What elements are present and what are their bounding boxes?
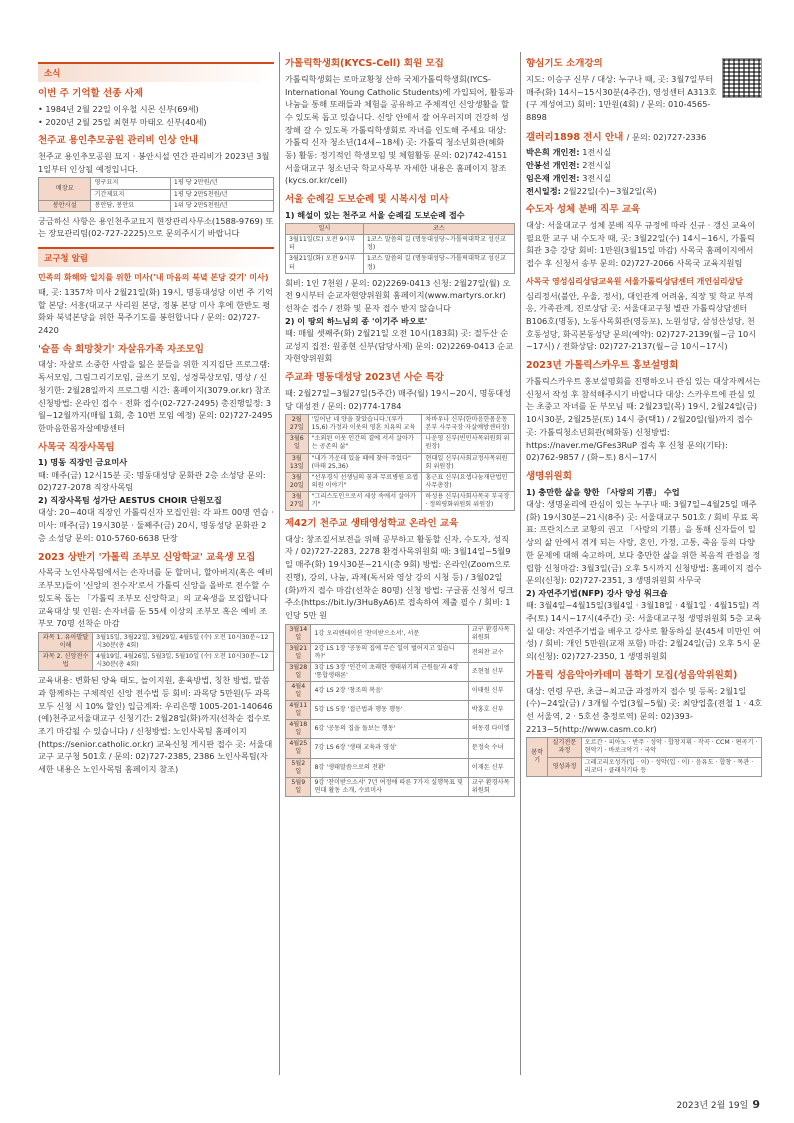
article-body: 때, 곳: 1357차 미사 2월21일(화) 19시, 명동대성당 이번 주 기억할 본당: 서흥(대교구 사리원 본당, 정봉 본당 미사 후에 한반도 평화와 북녘본당을 위한 묵주기도를 봉헌합니다 / 문의: 02)727-2420 — [38, 286, 273, 335]
article-suicide-bereaved — [38, 344, 274, 435]
article-subtitle: 2) 자연주기법(NFP) 강사 양성 워크숍 — [526, 587, 668, 598]
article-body: 교육내용: 변화된 양육 태도, 놀이지원, 훈육방법, 칭찬 방법, 말씀과 함께하는 구체적인 신앙 전수법 등 회비: 과목당 5만원(두 과목 모두 신청 시 10% 할인) 입금계좌: 우리은행 1005-201-140646 (예)천주교서울대교구 신청기간: 2월28일(화)까지(선착순 접수로 조기 마감될 수 있습니다) / 신청방법: 노인사목팀 홈페이지(https://senior.catholic.or.kr) 교육신청 게시판 접수 곳: 서울대교구 교구청 501호 / 문의: 02)727-2385, 2386 노인사목팀(자세한 내용은 노인사목팀 홈페이지 참조) — [38, 675, 273, 775]
article-counseling — [526, 277, 762, 353]
table-cell: "선우경식 선생님의 꿈과 무료병원 요셉의원 이야기" — [308, 472, 422, 491]
table-cell: 3월21일 — [286, 643, 311, 662]
article-title: 가톨릭학생회(KYCS-Cell) 회원 모집 — [285, 58, 444, 69]
article-title: 생명위원회 — [526, 470, 572, 482]
article-body: 대상: 연령 무관, 초급~최고급 과정까지 접수 및 등록: 2월1일(수)~24일(금) / 3개월 수업(3월~5월) 곳: 최양업홀(전철 1 · 4호선 서울역, 2 · 5호선 충정로역) 문의: 02)393-2213~5(http://www.casm.co.kr) — [526, 685, 762, 734]
table-cell: 매장묘 — [39, 178, 91, 200]
table-cell: 차바우나 신부(한마음한몸운동본부 사무국장·자살예방센터장) — [422, 415, 515, 434]
table-cell: "소외된 이웃 인간의 곁에 서서 살아가는 공존의 삶" — [308, 434, 422, 453]
lecture-table — [285, 414, 515, 511]
section-header-news: 소식 — [38, 62, 274, 82]
table-cell: 4월4일 — [286, 682, 311, 701]
table-cell: 1코스 말씀의 길 (명동대성당~가톨릭대학교 성신교정) — [363, 254, 514, 273]
article-subtitle: 1) 명동 직장인 금요미사 — [38, 457, 128, 468]
article-title: '슬픔 속 희망찾기' 자살유가족 자조모임 — [38, 343, 204, 355]
article-title: 가톨릭 성음악아카데미 봄학기 모집(성음악위원회) — [526, 669, 738, 681]
table-row — [286, 777, 515, 796]
fee-table — [38, 177, 274, 211]
article-title: 사목국 영성심리상담교육원 서울가톨릭상담센터 개인심리상담 — [526, 276, 744, 286]
page-number: 9 — [752, 1098, 760, 1111]
table-header: 일시 — [286, 224, 364, 235]
article-kycs — [285, 58, 515, 187]
table-row — [286, 720, 515, 739]
article-body: 때: 매주(금) 12시15분 곳: 명동대성당 문화관 2층 소성당 문의: 02)727-2078 직장사목팀 — [38, 469, 266, 493]
article-body: 가톨릭스카우트 홍보설명회를 진행하오니 관심 있는 대상자께서는 신청서 작성 후 참석해주시기 바랍니다 대상: 스카우트에 관심 있는 초중고 자녀를 둔 부모님 때: 2월23일(목) 19시, 2월24일(금) 10시30분, 2월25분(토) 14시 중(택1) / 2월20일(월)까지 접수 곳: 가톨릭청소년회관(혜화동) 신청방법: https://naver.me/GFes3RuP 접속 후 신청 문의(기타): 02)762-9857 / (화~토) 8시~17시 — [526, 376, 761, 463]
article-title: 2023 상반기 '가톨릭 조부모 신앙학교' 교육생 모집 — [38, 551, 256, 563]
table-cell: 1코스 말씀의 길 (명동대성당~가톨릭대학교 성신교정) — [363, 235, 514, 254]
table-header: 코스 — [363, 224, 514, 235]
table-row — [286, 739, 515, 758]
table-cell: 이태원 신부 — [468, 682, 514, 701]
table-cell: 실기전문과정 — [548, 738, 581, 757]
article-grandparents-school — [38, 552, 274, 776]
table-cell: 기간제묘지 — [91, 189, 170, 200]
article-body: 대상: 20~40대 직장인 가톨릭신자 모집인원: 각 파트 00명 연습 · 미사: 매주(금) 19시30분 · 둘째주(금) 20시, 명동성당 문화관 2층 소성당 문의: 010-5760-6638 단장 — [38, 507, 274, 543]
article-title: 주교좌 명동대성당 2023년 사순 특강 — [285, 372, 444, 384]
article-body: 대상: 창조질서보전을 위해 공부하고 활동할 신자, 수도자, 성직자 / 02)727-2283, 2278 환경사목위원회 때: 3월14일~5월9일 매주(화) 19시30분~21시(총 9회) 방법: 온라인(Zoom으로 진행), 강의, 나눔, 과제(독서와 영상 강의 시청 등) / 3월02일(화)까지 접수 마감(선착순 80명) 신청 방법: 구글폼 신청서 링크 주소(https://bit.ly/3Hu8yA6)로 접속하여 제출 필수 / 회비: 1인당 5만 원 — [285, 533, 514, 620]
table-cell: 현대일 신부(사회교정사목위원회 위원장) — [422, 453, 515, 472]
table-cell: 4월11일 — [286, 701, 311, 720]
table-row — [286, 624, 515, 643]
table-cell: 9강 '찬미받으소서' 7년 여정에 따른 7가지 실행목표 및 연대 활동 소개, 수료미사 — [311, 777, 468, 796]
article-eucharist-minister — [526, 204, 762, 270]
table-cell: 5강 LS 5장 '접근법과 행동 행동' — [311, 701, 468, 720]
article-reconciliation-mass — [38, 273, 274, 337]
table-cell: 그레고리오성가(입 · 이) · 성악(입 · 이) · 음유도 · 합창 · 목관 · 리코더 · 클래식기타 등 — [581, 757, 761, 776]
list-item: • 1984년 2월 22일 이우철 시몬 신부(69세) — [38, 103, 199, 114]
article-title: 향심기도 소개강의 — [526, 58, 603, 69]
table-cell: 영성과정 — [548, 757, 581, 776]
table-cell: 1강 오리엔테이션 '찬미받으소서', 서문 — [311, 624, 468, 643]
music-table — [526, 737, 762, 776]
article-body: 때: 매월 셋째주(화) 2월21일 오전 10시(183회) 곳: 절두산 순교성지 집전: 원종현 신부(담당사제) 문의: 02)2269-0413 순교자현양위원회 — [285, 327, 514, 364]
article-scout — [526, 360, 762, 464]
article-title: 이번 주 기억할 선종 사제 — [38, 88, 143, 99]
table-row — [286, 662, 515, 681]
article-body: 때: 2월27일~3월27일(5주간) 매주(월) 19시~20시, 명동대성당 대성전 / 문의: 02)774-1784 — [285, 387, 512, 411]
table-cell: 이재돈 신부 — [468, 758, 514, 777]
table-cell: 7강 LS 6장 '생태 교육과 영성' — [311, 739, 468, 758]
list-item: 박은희 개인전: 1전시실 — [526, 147, 612, 158]
article-title: 수도자 성체 분배 직무 교육 — [526, 204, 641, 216]
article-life-committee — [526, 471, 762, 663]
article-title: 2023년 가톨릭스카우트 홍보설명회 — [526, 360, 679, 372]
qr-code-icon — [722, 58, 762, 98]
table-cell: 과목 2. 신앙전수법 — [39, 652, 93, 671]
table-cell: 3월27일 — [286, 491, 309, 510]
article-gallery — [526, 131, 762, 198]
article-centering-prayer — [526, 58, 762, 124]
table-cell: 조현철 신부 — [468, 662, 514, 681]
table-cell: 2월27일 — [286, 415, 309, 434]
table-cell: 3강 LS 3장 '인간이 초래한 생태위기의 근원들'과 4장 '통합생태론' — [311, 662, 468, 681]
article-title: 사목국 직장사목팀 — [38, 441, 115, 453]
pilgrimage-table — [285, 223, 515, 273]
article-title: 제42기 천주교 생태영성학교 온라인 교육 — [285, 517, 459, 529]
table-cell: "내가 가운데 있을 때에 찾아 주었다"(마태 25,36) — [308, 453, 422, 472]
table-row — [286, 701, 515, 720]
article-title: 서울 순례길 도보순례 및 시복시성 미사 — [285, 194, 449, 206]
list-item: 임은재 개인전: 3전시실 — [526, 172, 612, 183]
column-2 — [285, 58, 515, 1083]
table-cell: 오르간 · 피아노 · 반주 · 성악 · 합창지휘 · 작곡 · CCM · 편곡기 · 현악기 · 바로크악기 · 국악 — [581, 738, 761, 757]
table-cell: 2강 LS 1장 '공동의 집에 무슨 일이 벌어지고 있습니까?' — [311, 643, 468, 662]
table-cell: 4월18일 — [286, 720, 311, 739]
article-subtitle: 1) 해설이 있는 천주교 서울 순례길 도보순례 접수 — [285, 209, 465, 220]
table-cell: 전의찬 교수 — [468, 643, 514, 662]
article-body: 천주교 용인추모공원 묘지 · 봉안시설 연간 관리비가 2023년 3월 1일부터 인상될 예정입니다. — [38, 151, 270, 174]
table-cell: 3월14일 — [286, 624, 311, 643]
page-footer — [676, 1098, 760, 1111]
article-lent-lecture — [285, 372, 515, 511]
table-cell: 1평 당 2만5천원/년 — [170, 189, 273, 200]
column-1 — [38, 58, 274, 1083]
article-memorial — [38, 88, 274, 128]
table-cell: "그리스도인으로서 세상 속에서 살아가기" — [308, 491, 422, 510]
table-cell: 6강 '공동의 집을 돌보는 행동' — [311, 720, 468, 739]
article-body: 궁금하신 사항은 용인천주교묘지 현장관리사무소(1588-9769) 또는 장묘관리팀(02-727-2225)으로 문의주시기 바랍니다 — [38, 215, 274, 239]
table-cell: 봉안시설 — [39, 200, 91, 211]
table-cell: 홍근표 신부(요셉나눔재단법인 사무총장) — [422, 472, 515, 491]
table-cell: 3월28일 — [286, 662, 311, 681]
article-body: 심리정서(불안, 우울, 정서), 대인관계 어려움, 직장 및 학교 부적응, 가족관계, 진로상담 곳: 서울대교구청 별관 가톨릭상담센터 B106호(명동), 노동사목회관(영등포), 노원성당, 삼성산성당, 천호동성당, 화곡본동성당 문의(예약): 02)727-2139(월~금 10시~17시) / 전화상담: 02)727-2137(월~금 10시~17시) — [526, 290, 757, 352]
article-subtitle: 2) 이 땅의 하느님의 종 '이기주 바오로' — [285, 315, 428, 326]
table-cell: 5월2일 — [286, 758, 311, 777]
table-cell: '일어난 네 양을 찾았습니다.'(루카 15,6) 가정과 이웃의 영혼 치유의 교육 — [308, 415, 422, 434]
table-cell: 박홍호 신부 — [468, 701, 514, 720]
article-pilgrimage — [285, 194, 515, 365]
table-cell: 교구 환경사목위원회 — [468, 624, 514, 643]
article-music-academy — [526, 670, 762, 777]
issue-date: 2023년 2월 19일 — [676, 1101, 749, 1111]
table-cell: 3월21일(화) 오전 9시부터 — [286, 254, 364, 273]
table-cell: 4월25일 — [286, 739, 311, 758]
list-item: • 2020년 2월 25일 최현부 마태오 신부(40세) — [38, 116, 207, 127]
table-cell: 과목 1. 유아발달이해 — [39, 632, 93, 651]
article-body: 대상: 자살로 소중한 사람을 잃은 분들을 위한 지지집단 프로그램: 독서모임, 그림그리기모임, 글쓰기 모임, 성경묵상모임, 명상 / 신청기한: 2월28일까지 프로그램 시간: 홈페이지(3079.or.kr) 참조 신청방법: 온라인 접수 · 전화 접수(02-727-2495) 총진행일정: 3월~12월까지(매월 1회, 총 10번 모임 예정) 문의: 02)727-2495 한마음한몸자살예방센터 — [38, 359, 273, 433]
table-cell: 봄학기 — [527, 738, 548, 776]
article-title — [526, 131, 762, 145]
ecology-table — [285, 624, 515, 797]
table-cell: 3월13일 — [286, 453, 309, 472]
article-subtitle: 2) 직장사목팀 성가단 AESTUS CHOIR 단원모집 — [38, 495, 222, 506]
course-table — [38, 632, 274, 671]
article-body: 대상: 서울대교구 성체 분배 직무 규정에 따라 신규 · 갱신 교육이 필요한 교구 내 수도자 때, 곳: 3월22일(수) 14시~16시, 가톨릭회관 3층 강당 회비: 1만원(3월15일 마감) 사목국 홈페이지에서 접수 후 신청서 송부 문의: 02)727-2066 사목국 교육지원팀 — [526, 220, 756, 269]
list-item: 안봉선 개인전: 2전시실 — [526, 160, 612, 171]
table-cell: 봉안담, 봉안묘 — [91, 200, 170, 211]
article-title: 민족의 화해와 일치를 위한 미사('내 마음의 북녘 본당 갖기' 미사) — [38, 273, 269, 283]
article-body: 사목국 노인사목팀에서는 손자녀를 둔 할머니, 할아버지(혹은 예비 조부모)들이 '신앙의 전수자'로서 가톨릭 신앙을 올바로 전수할 수 있도록 돕는 「가톨릭 조부모 신앙학교」의 교육생을 모집합니다 교육대상 및 인원: 손자녀를 둔 55세 이상의 조부모 혹은 예비 조부모 70명 선착순 마감 — [38, 567, 273, 629]
article-body: 대상: 생명윤리에 관심이 있는 누구나 때: 3월7일~4월25일 매주(화) 19시30분~21시(8주) 곳: 서울대교구 501호 / 회비 무료 목표: 프란치스코 교황의 권고 「사랑의 기쁨」을 통해 신자들이 일상의 삶 안에서 겪게 되는 사랑, 혼인, 가정, 고통, 죽음 등의 다양한 문제에 대해 숙고하며, 보다 충만한 삶을 위한 복음적 관점을 정립함 신청마감: 3월3일(금) 오후 5시까지 신청방법: 홈페이지 접수 문의(신청): 02)727-2351, 3 생명위원회 사무국 — [526, 499, 762, 586]
table-row — [286, 682, 515, 701]
section-header-notice: 교구청 알림 — [38, 247, 274, 267]
table-cell: 허동경 다미엘 — [468, 720, 514, 739]
table-cell: 3월15일, 3월22일, 3월29일, 4월5일 (수) 오전 10시30분~12시30분(총 4회) — [93, 632, 274, 651]
table-cell: 1평 당 2만원/년 — [170, 178, 273, 189]
table-cell: 3월11일(토) 오전 9시부터 — [286, 235, 364, 254]
table-cell: 3월20일 — [286, 472, 309, 491]
gallery-phone: / 문의: 02)727-2336 — [626, 131, 707, 142]
table-cell: 1위 당 2만5천원/년 — [170, 200, 273, 211]
table-cell: 나운영 신부(빈민사목위원회 위원장) — [422, 434, 515, 453]
table-cell: 3월6일 — [286, 434, 309, 453]
article-body: 지도: 이승구 신부 / 대상: 누구나 때, 곳: 3월7일부터 매주(화) 14시~15시30분(4주간), 영성센터 A313호(구 계성여고) 회비: 1만원(4회) / 문의: 010-4565-8898 — [526, 73, 717, 122]
table-cell: 5월9일 — [286, 777, 311, 796]
article-workplace-ministry — [38, 442, 274, 545]
article-cemetery-fee — [38, 135, 274, 240]
table-cell: 문정숙 수녀 — [468, 739, 514, 758]
article-body: 회비: 1인 7천원 / 문의: 02)2269-0413 신청: 2월27일(월) 오전 9시부터 순교자현양위원회 홈페이지(www.martyrs.or.kr) 선착순 접수 / 전화 및 문자 접수 받지 않습니다 — [285, 277, 511, 313]
article-body: 때: 3월4일~4월15일(3월4일 · 3월18일 · 4월1일 · 4월15일) 격주(토) 14시~17시(4주간) 곳: 서울대교구청 생명위원회 5층 교육실 대상: 자연주기법을 배우고 강사로 활동하실 분(45세 미만인 여성) / 회비: 개인 5만원(교재 포함) 마감: 2월24일(금) 오후 5시 문의(신청): 02)727-2350, 1 생명위원회 — [526, 600, 762, 662]
article-ecology-school — [285, 518, 515, 797]
table-row — [286, 758, 515, 777]
table-cell: 교구 환경사목위원회 — [468, 777, 514, 796]
list-item: 전시일정: 2월22일(수)~3월2일(목) — [526, 185, 657, 196]
table-cell: 4강 LS 2장 '창조의 복음' — [311, 682, 468, 701]
column-3 — [526, 58, 762, 1083]
article-title: 천주교 용인추모공원 관리비 인상 안내 — [38, 135, 199, 147]
article-subtitle: 1) 충만한 삶을 향한 「사랑의 기쁨」 수업 — [526, 486, 680, 497]
gallery-title: 갤러리1898 전시 안내 — [526, 131, 624, 143]
table-cell: 영구묘지 — [91, 178, 170, 189]
table-cell: 4월19일, 4월26일, 5월3일, 5월10일 (수) 오전 10시30분~12시30분(총 4회) — [93, 652, 274, 671]
article-body: 가톨릭학생회는 로마교황청 산하 국제가톨릭학생회(IYCS-International Young Catholic Students)에 가입되어, 활동과 나눔을 통해 또래들과 체험을 공유하고 주체적인 신앙생활을 할 수 있도록 돕고 있습니다. 신앙 안에서 잘 어우러지며 건강히 성장해 갈 수 있도록 가톨릭학생회로 자녀를 인도해 주세요 대상: 가톨릭 신자 청소년(14세~18세) 곳: 가톨릭 청소년회관(혜화동) 활동: 정기적인 학생모임 및 체험활동 문의: 02)742-4151 서울대교구 청소년국 학교사목부 자세한 내용은 홈페이지 참조(kycs.or.kr/cell) — [285, 73, 514, 186]
table-row — [286, 643, 515, 662]
table-cell: 8강 '생태말씀으로의 전환' — [311, 758, 468, 777]
table-cell: 하성용 신부(사회사목국 부국장 · 정의평화위원회 위원장) — [422, 491, 515, 510]
